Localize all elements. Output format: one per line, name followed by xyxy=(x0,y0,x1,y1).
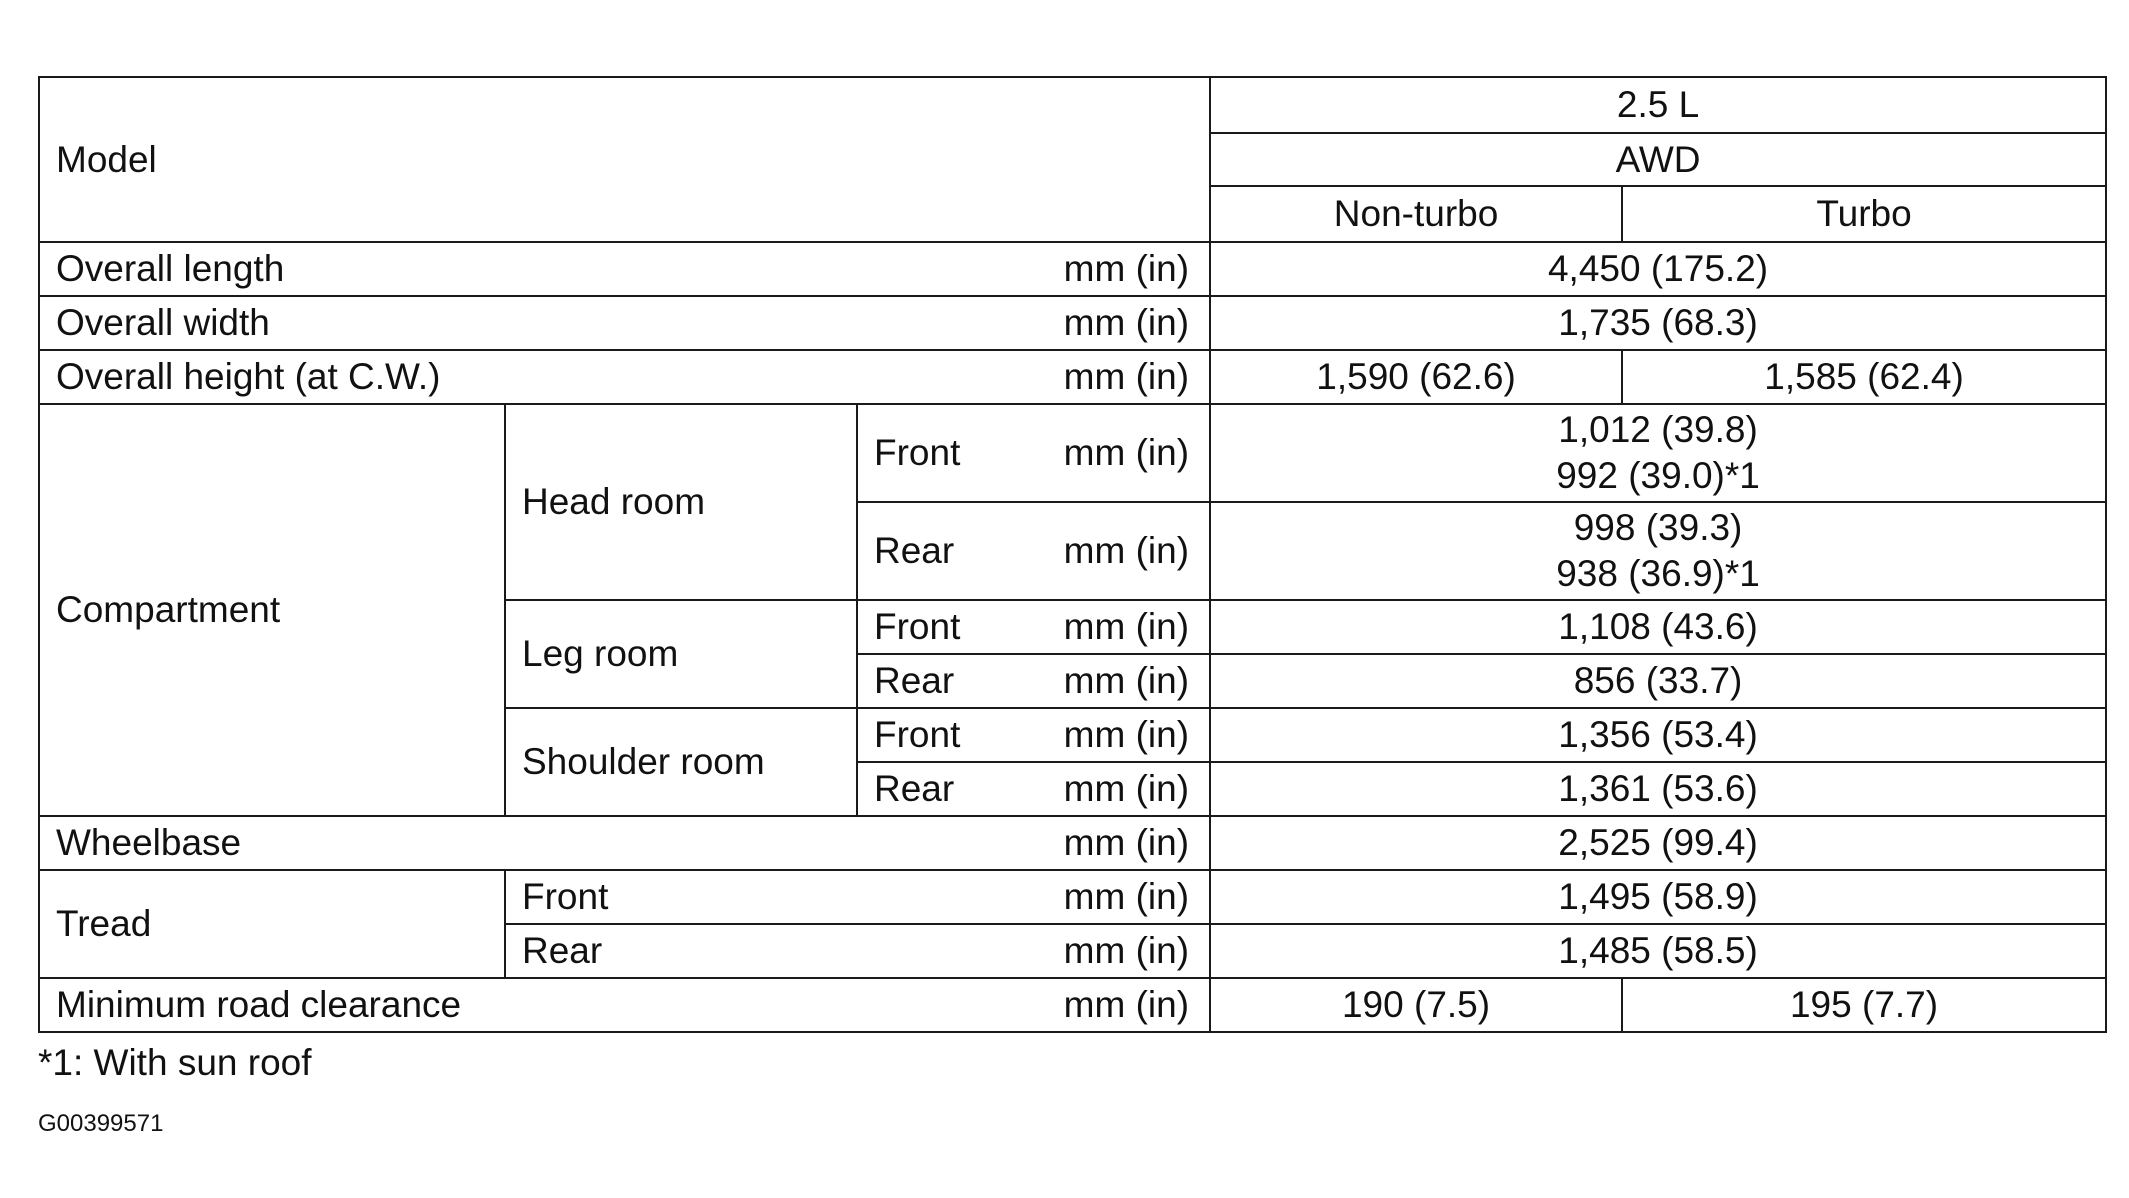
tread-front-value: 1,495 (58.9) xyxy=(1210,870,2106,924)
shoulder-room-label: Shoulder room xyxy=(505,708,857,816)
overall-height-label: Overall height (at C.W.) xyxy=(39,350,1047,404)
table-row-head-room-front xyxy=(39,404,2106,502)
unit-label: mm (in) xyxy=(1047,404,1210,502)
shoulder-room-front-value: 1,356 (53.4) xyxy=(1210,708,2106,762)
variant-turbo-header: Turbo xyxy=(1622,186,2106,242)
figure-code: G00399571 xyxy=(38,1110,164,1137)
drive-header: AWD xyxy=(1210,133,2106,186)
table-row-tread-front xyxy=(39,870,2106,924)
tread-front-label: Front xyxy=(505,870,1047,924)
head-room-front-label: Front xyxy=(857,404,1047,502)
shoulder-room-front-label: Front xyxy=(857,708,1047,762)
min-road-clearance-label: Minimum road clearance xyxy=(39,978,1047,1032)
unit-label: mm (in) xyxy=(1047,924,1210,978)
table-row-overall-height xyxy=(39,350,2106,404)
min-road-clearance-non-turbo-value: 190 (7.5) xyxy=(1210,978,1622,1032)
head-room-label: Head room xyxy=(505,404,857,600)
overall-length-label: Overall length xyxy=(39,242,1047,296)
wheelbase-label: Wheelbase xyxy=(39,816,1047,870)
unit-label: mm (in) xyxy=(1047,350,1210,404)
engine-header: 2.5 L xyxy=(1210,77,2106,133)
unit-label: mm (in) xyxy=(1047,816,1210,870)
model-label: Model xyxy=(39,77,1210,242)
vehicle-dimensions-table xyxy=(38,76,2107,1033)
head-room-front-value xyxy=(1210,404,2106,502)
footnote: *1: With sun roof xyxy=(38,1042,312,1083)
leg-room-label: Leg room xyxy=(505,600,857,708)
tread-label: Tread xyxy=(39,870,505,978)
variant-non-turbo-header: Non-turbo xyxy=(1210,186,1622,242)
min-road-clearance-turbo-value: 195 (7.7) xyxy=(1622,978,2106,1032)
table-row-overall-width xyxy=(39,296,2106,350)
unit-label: mm (in) xyxy=(1047,242,1210,296)
unit-label: mm (in) xyxy=(1047,600,1210,654)
overall-width-value: 1,735 (68.3) xyxy=(1210,296,2106,350)
table-row-wheelbase xyxy=(39,816,2106,870)
head-room-front-standard: 1,012 (39.8) xyxy=(1558,409,1758,450)
shoulder-room-rear-label: Rear xyxy=(857,762,1047,816)
unit-label: mm (in) xyxy=(1047,502,1210,600)
head-room-rear-label: Rear xyxy=(857,502,1047,600)
head-room-rear-sunroof: 938 (36.9)*1 xyxy=(1556,553,1760,594)
tread-rear-label: Rear xyxy=(505,924,1047,978)
unit-label: mm (in) xyxy=(1047,296,1210,350)
unit-label: mm (in) xyxy=(1047,870,1210,924)
tread-rear-value: 1,485 (58.5) xyxy=(1210,924,2106,978)
table-row-overall-length xyxy=(39,242,2106,296)
head-room-rear-value xyxy=(1210,502,2106,600)
overall-height-non-turbo-value: 1,590 (62.6) xyxy=(1210,350,1622,404)
unit-label: mm (in) xyxy=(1047,978,1210,1032)
header-row-engine xyxy=(39,77,2106,133)
leg-room-rear-label: Rear xyxy=(857,654,1047,708)
compartment-label: Compartment xyxy=(39,404,505,816)
unit-label: mm (in) xyxy=(1047,654,1210,708)
head-room-front-sunroof: 992 (39.0)*1 xyxy=(1556,455,1760,496)
overall-height-turbo-value: 1,585 (62.4) xyxy=(1622,350,2106,404)
unit-label: mm (in) xyxy=(1047,708,1210,762)
unit-label: mm (in) xyxy=(1047,762,1210,816)
table-row-min-road-clearance xyxy=(39,978,2106,1032)
shoulder-room-rear-value: 1,361 (53.6) xyxy=(1210,762,2106,816)
leg-room-rear-value: 856 (33.7) xyxy=(1210,654,2106,708)
overall-length-value: 4,450 (175.2) xyxy=(1210,242,2106,296)
overall-width-label: Overall width xyxy=(39,296,1047,350)
leg-room-front-label: Front xyxy=(857,600,1047,654)
leg-room-front-value: 1,108 (43.6) xyxy=(1210,600,2106,654)
wheelbase-value: 2,525 (99.4) xyxy=(1210,816,2106,870)
head-room-rear-standard: 998 (39.3) xyxy=(1573,507,1743,548)
